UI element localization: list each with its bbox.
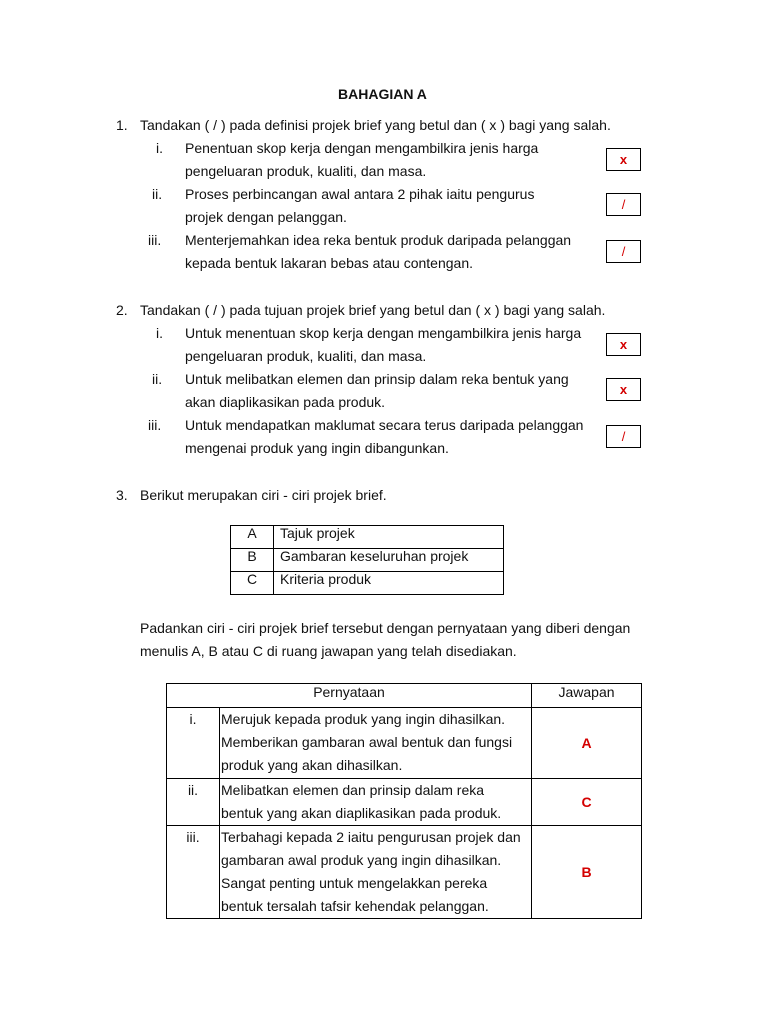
- q2-answer-box[interactable]: /: [606, 425, 641, 448]
- statement-line: Merujuk kepada produk yang ingin dihasilkan.: [221, 711, 506, 727]
- row-number: i.: [167, 708, 220, 779]
- statement-line: bentuk tersalah tafsir kehendak pelanggan.: [221, 898, 489, 914]
- q1-item-line: kepada bentuk lakaran bebas atau contengan.: [185, 255, 474, 271]
- q1-number: 1.: [116, 117, 128, 133]
- q2-item-line: Untuk menentuan skop kerja dengan mengambilkira jenis harga: [185, 325, 582, 341]
- answer-cell[interactable]: C: [532, 779, 642, 826]
- q3-number: 3.: [116, 487, 128, 503]
- table-row: [167, 708, 642, 779]
- q1-answer-box[interactable]: /: [606, 193, 641, 216]
- q2-item-num: iii.: [148, 417, 162, 433]
- section-title: BAHAGIAN A: [338, 86, 427, 102]
- ciri-desc: Kriteria produk: [274, 572, 504, 595]
- row-statement: [220, 826, 532, 919]
- statement-line: Sangat penting untuk mengelakkan pereka: [221, 875, 488, 891]
- q2-item-num: i.: [156, 325, 163, 341]
- ciri-table: [230, 525, 504, 595]
- ciri-letter: C: [231, 572, 274, 595]
- q1-item-line: Penentuan skop kerja dengan mengambilkira jenis harga: [185, 140, 539, 156]
- header-answer: Jawapan: [532, 684, 642, 708]
- q1-answer-box[interactable]: x: [606, 148, 641, 171]
- row-statement: [220, 708, 532, 779]
- statement-line: Melibatkan elemen dan prinsip dalam reka: [221, 782, 485, 798]
- statement-line: gambaran awal produk yang ingin dihasilkan.: [221, 852, 502, 868]
- q1-item-num: ii.: [152, 186, 163, 202]
- q1-item-line: Proses perbincangan awal antara 2 pihak iaitu pengurus: [185, 186, 535, 202]
- q2-item-line: Untuk melibatkan elemen dan prinsip dalam reka bentuk yang: [185, 371, 569, 387]
- q3-text: Berikut merupakan ciri - ciri projek brief.: [140, 487, 387, 503]
- table-header-row: [167, 684, 642, 708]
- statement-line: Memberikan gambaran awal bentuk dan fungsi: [221, 734, 513, 750]
- statement-line: bentuk yang akan diaplikasikan pada produk.: [221, 805, 502, 821]
- ciri-desc: Tajuk projek: [274, 526, 504, 549]
- q2-item-line: Untuk mendapatkan maklumat secara terus daripada pelanggan: [185, 417, 584, 433]
- statement-line: Terbahagi kepada 2 iaitu pengurusan projek dan: [221, 829, 521, 845]
- q2-text: Tandakan ( / ) pada tujuan projek brief yang betul dan ( x ) bagi yang salah.: [140, 302, 606, 318]
- q1-item-line: Menterjemahkan idea reka bentuk produk daripada pelanggan: [185, 232, 572, 248]
- q2-answer-box[interactable]: x: [606, 333, 641, 356]
- statement-line: produk yang akan dihasilkan.: [221, 757, 403, 773]
- row-number: iii.: [167, 826, 220, 919]
- ciri-desc: Gambaran keseluruhan projek: [274, 549, 504, 572]
- row-statement: [220, 779, 532, 826]
- table-row: [167, 779, 642, 826]
- q1-item-line: pengeluaran produk, kualiti, dan masa.: [185, 163, 427, 179]
- q2-item-num: ii.: [152, 371, 163, 387]
- q1-item-num: i.: [156, 140, 163, 156]
- answer-cell[interactable]: A: [532, 708, 642, 779]
- q2-number: 2.: [116, 302, 128, 318]
- q3-instruction: menulis A, B atau C di ruang jawapan yang telah disediakan.: [140, 643, 517, 659]
- row-number: ii.: [167, 779, 220, 826]
- table-row: [167, 826, 642, 919]
- q1-item-num: iii.: [148, 232, 162, 248]
- answer-cell[interactable]: B: [532, 826, 642, 919]
- q3-instruction: Padankan ciri - ciri projek brief tersebut dengan pernyataan yang diberi dengan: [140, 620, 631, 636]
- header-statement: Pernyataan: [167, 684, 532, 708]
- q1-text: Tandakan ( / ) pada definisi projek brief yang betul dan ( x ) bagi yang salah.: [140, 117, 611, 133]
- q1-answer-box[interactable]: /: [606, 240, 641, 263]
- q2-item-line: pengeluaran produk, kualiti, dan masa.: [185, 348, 427, 364]
- table-row: [231, 526, 504, 549]
- matching-table: [166, 683, 642, 919]
- q2-item-line: mengenai produk yang ingin dibangunkan.: [185, 440, 449, 456]
- q2-answer-box[interactable]: x: [606, 378, 641, 401]
- ciri-letter: A: [231, 526, 274, 549]
- ciri-letter: B: [231, 549, 274, 572]
- table-row: [231, 572, 504, 595]
- q1-item-line: projek dengan pelanggan.: [185, 209, 347, 225]
- table-row: [231, 549, 504, 572]
- q2-item-line: akan diaplikasikan pada produk.: [185, 394, 386, 410]
